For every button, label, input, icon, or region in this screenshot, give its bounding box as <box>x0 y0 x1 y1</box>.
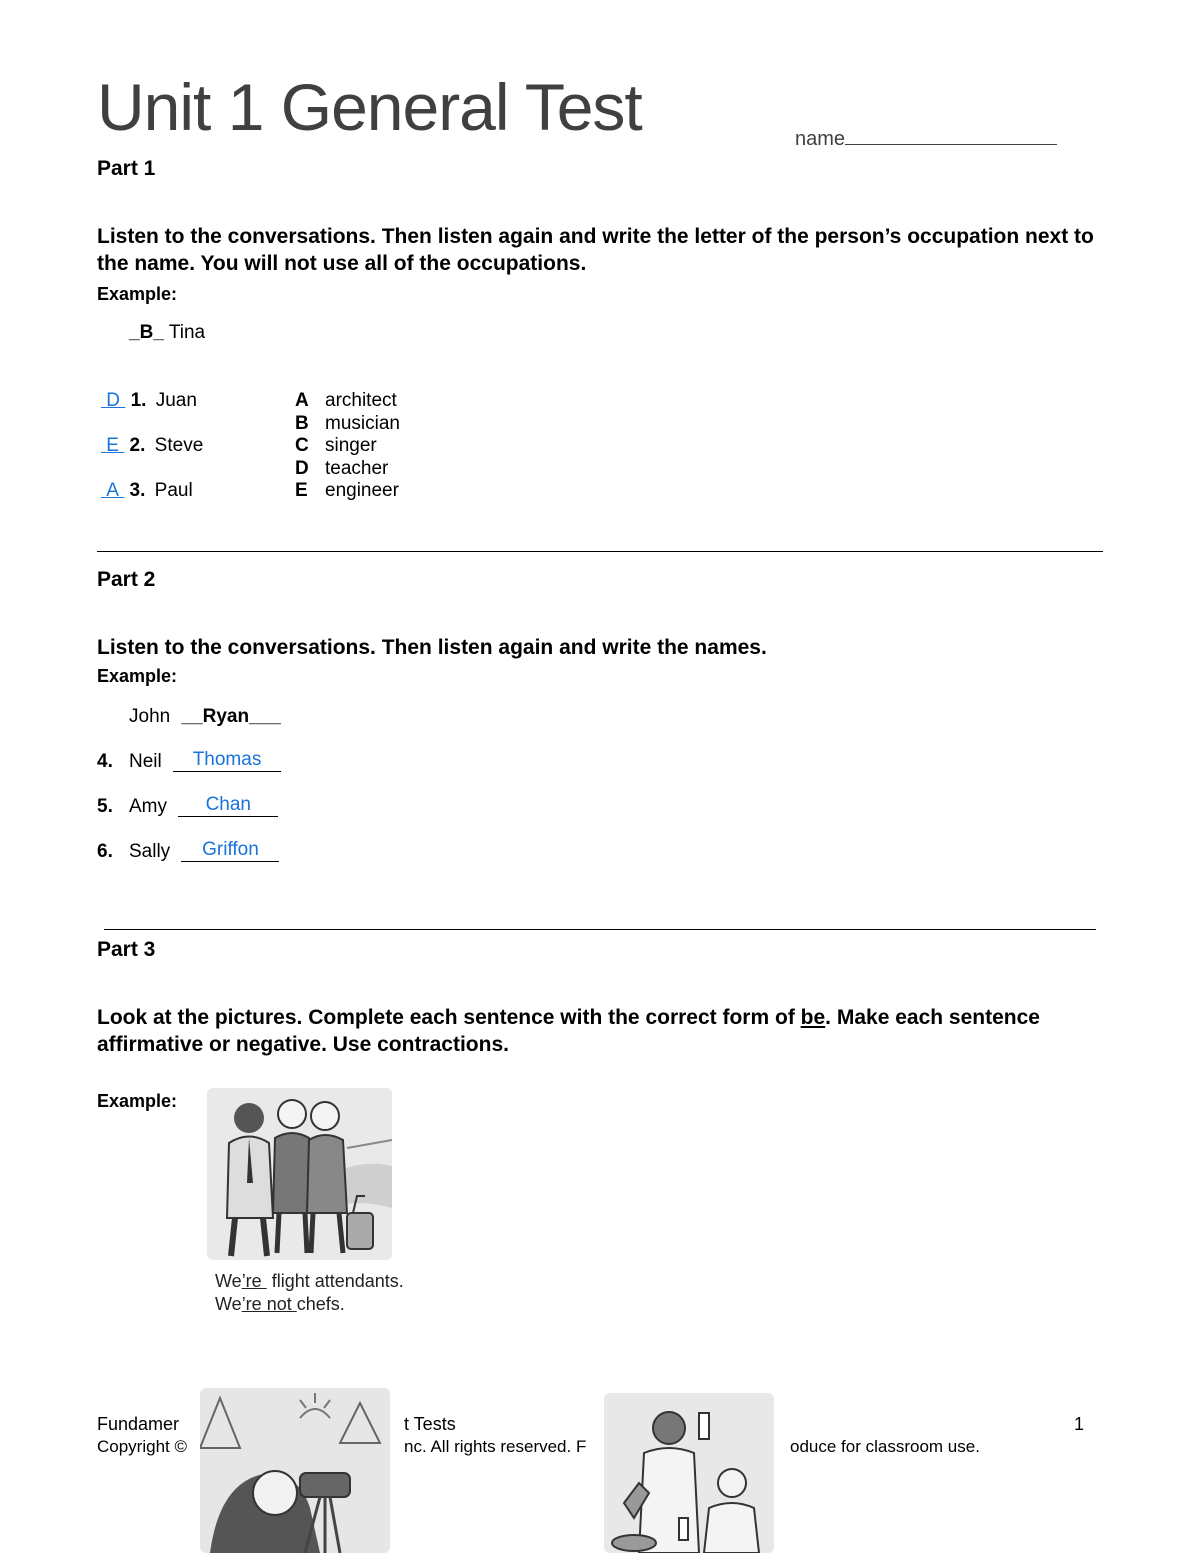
answer-blank[interactable]: Thomas <box>173 749 281 772</box>
example-sentence-1: We’re flight attendants. <box>215 1271 404 1291</box>
part1-example <box>129 322 205 344</box>
occupation-list <box>295 390 400 503</box>
name-blank[interactable] <box>845 126 1057 145</box>
section-divider <box>104 929 1096 930</box>
part2-example-label: Example: <box>97 666 178 686</box>
item-number: 1. <box>130 390 147 411</box>
part2-example <box>129 706 281 728</box>
answer-blank[interactable]: D <box>106 390 121 411</box>
scientists-illustration <box>604 1393 774 1553</box>
item-name: Paul <box>154 480 193 501</box>
occupation-option: C singer <box>295 435 377 456</box>
part1-example-answer: _B_ <box>129 322 164 343</box>
item-number: 2. <box>129 435 146 456</box>
answer-blank[interactable]: E <box>106 435 119 456</box>
part1-item <box>101 390 197 412</box>
item-number: 3. <box>129 480 146 501</box>
page-title: Unit 1 General Test <box>97 70 642 144</box>
item-name: Juan <box>155 390 197 411</box>
page-number: 1 <box>1074 1414 1085 1434</box>
part3-example-label: Example: <box>97 1091 178 1111</box>
part3-instructions: Look at the pictures. Complete each sentence with the correct form of be. Make each sentence affirmative or negative. Use contractions. <box>97 1006 1040 1056</box>
part2-item <box>97 841 279 864</box>
part1-item <box>101 435 203 457</box>
part1-item <box>101 480 193 502</box>
example-first-name: John <box>129 706 171 727</box>
answer-blank[interactable]: Griffon <box>181 839 279 862</box>
answer-blank[interactable]: Chan <box>178 794 278 817</box>
item-first-name: Sally <box>129 841 171 862</box>
answer-blank[interactable]: A <box>106 480 119 501</box>
example-last-name: __Ryan___ <box>181 706 281 727</box>
binoculars-illustration <box>200 1388 390 1553</box>
occupation-option: D teacher <box>295 457 389 479</box>
occupation-option: B musician <box>295 412 400 434</box>
part2-item <box>97 796 278 819</box>
name-label: name <box>795 128 846 150</box>
item-name: Steve <box>154 435 204 456</box>
section-divider <box>97 551 1103 552</box>
part1-example-label: Example: <box>97 284 178 304</box>
footer-line2-mid: nc. All rights reserved. F <box>404 1437 587 1456</box>
part2-item <box>97 751 281 774</box>
footer-line2-right: oduce for classroom use. <box>790 1437 980 1456</box>
item-number: 6. <box>97 841 113 862</box>
part1-heading: Part 1 <box>97 157 156 180</box>
item-number: 4. <box>97 751 113 772</box>
footer-line1-left: Fundamer <box>97 1414 180 1434</box>
occupation-option: E engineer <box>295 480 399 501</box>
part2-heading: Part 2 <box>97 568 156 591</box>
part3-example-sentences <box>215 1270 404 1316</box>
item-first-name: Neil <box>129 751 162 772</box>
footer-line2-left: Copyright © <box>97 1437 188 1456</box>
part3-heading: Part 3 <box>97 938 156 961</box>
part2-instructions: Listen to the conversations. Then listen again and write the names. <box>97 636 767 659</box>
flight-attendants-illustration <box>207 1088 392 1260</box>
occupation-option: A architect <box>295 390 397 411</box>
footer-line1-mid: t Tests <box>404 1414 456 1434</box>
part1-instructions: Listen to the conversations. Then listen again and write the letter of the person’s occupation next to the name. You will not use all of the occupations. <box>97 225 1094 275</box>
item-number: 5. <box>97 796 113 817</box>
part1-example-name: Tina <box>168 322 206 343</box>
item-first-name: Amy <box>129 796 167 817</box>
example-sentence-2: We’re not chefs. <box>215 1294 345 1314</box>
name-field <box>795 126 1057 151</box>
